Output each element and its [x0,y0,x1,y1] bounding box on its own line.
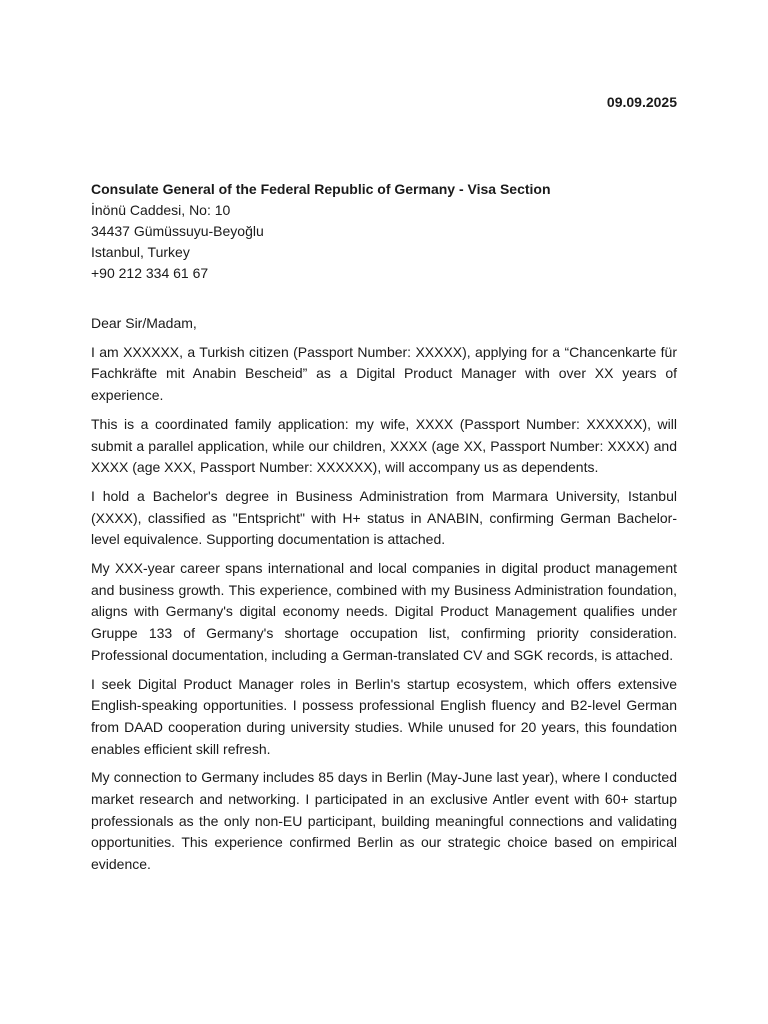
paragraph-connection: My connection to Germany includes 85 days in Berlin (May-June last year), where I conducted market research and networking. I participated in an exclusive Antler event with 60+ startup professionals as the only non-EU participant, building meaningful connections and validating opportunities. This experience confirmed Berlin as our strategic choice based on empirical evidence. [91,769,677,873]
recipient-name: Consulate General of the Federal Republic of Germany - Visa Section [91,181,551,197]
address-line-street: İnönü Caddesi, No: 10 [91,202,231,218]
letter-body [91,313,677,883]
letter-date: 09.09.2025 [606,94,677,110]
address-line-city: Istanbul, Turkey [91,244,190,260]
recipient-address [91,179,677,284]
paragraph-education: I hold a Bachelor's degree in Business Administration from Marmara University, Istanbul (XXXX), classified as "Entspricht" with H+ status in ANABIN, confirming German Bachelor-level equivalence. Supporting documentation is attached. [91,487,677,548]
paragraph-goals: I seek Digital Product Manager roles in Berlin's startup ecosystem, which offers extensive English-speaking opportunities. I possess professional English fluency and B2-level German from DAAD cooperation during university studies. While unused for 20 years, this foundation enables efficient skill refresh. [91,675,677,757]
address-line-phone: +90 212 334 61 67 [91,265,209,281]
salutation: Dear Sir/Madam, [91,315,197,331]
paragraph-family: This is a coordinated family application: my wife, XXXX (Passport Number: XXXXXX), will submit a parallel application, while our children, XXXX (age XX, Passport Number: XXXX) and XXXX (age XXX, Passport Number: XXXXXX), will accompany us as dependents. [91,415,677,476]
address-line-postal: 34437 Gümüssuyu-Beyoğlu [91,223,264,239]
paragraph-introduction: I am XXXXXX, a Turkish citizen (Passport Number: XXXXX), applying for a “Chancenkarte für Fachkräfte mit Anabin Bescheid” as a Digital Product Manager with over XX years of experience. [91,343,677,404]
paragraph-career: My XXX-year career spans international and local companies in digital product management and business growth. This experience, combined with my Business Administration foundation, aligns with Germany's digital economy needs. Digital Product Management qualifies under Gruppe 133 of Germany's shortage occupation list, confirming priority consideration. Professional documentation, including a German-translated CV and SGK records, is attached. [91,560,677,663]
